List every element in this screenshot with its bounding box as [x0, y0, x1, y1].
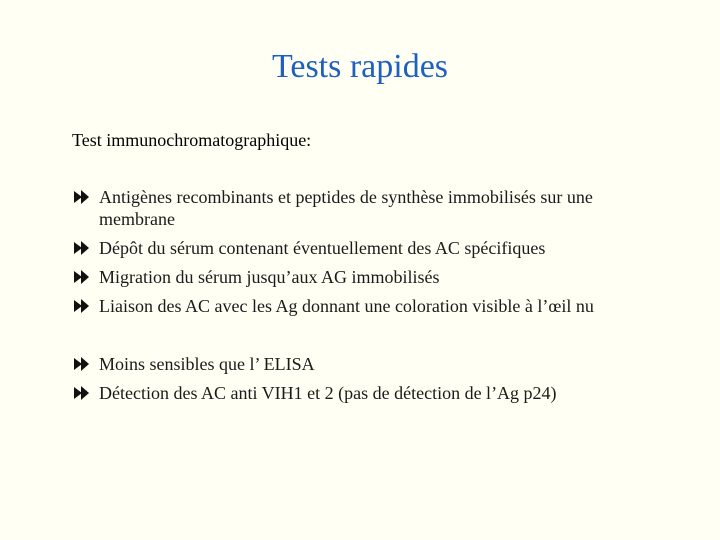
list-item — [72, 353, 672, 375]
bullet-list-2 — [72, 353, 672, 411]
arrow-bullet-icon — [72, 295, 90, 317]
list-item — [72, 237, 672, 259]
bullet-text: Moins sensibles que l’ ELISA — [99, 354, 315, 374]
arrow-bullet-icon — [72, 266, 90, 288]
list-item — [72, 186, 672, 230]
bullet-text: Dépôt du sérum contenant éventuellement des AC spécifiques — [99, 238, 546, 258]
bullet-text: Antigènes recombinants et peptides de synthèse immobilisés sur une membrane — [99, 187, 593, 229]
bullet-text: Liaison des AC avec les Ag donnant une coloration visible à l’œil nu — [99, 296, 594, 316]
list-item — [72, 295, 672, 317]
bullet-text: Migration du sérum jusqu’aux AG immobilisés — [99, 267, 440, 287]
slide-title: Tests rapides — [271, 48, 449, 85]
arrow-bullet-icon — [72, 237, 90, 259]
intro-text: Test immunochromatographique: — [72, 130, 312, 150]
arrow-bullet-icon — [72, 382, 90, 404]
bullet-list-1 — [72, 186, 672, 324]
list-item — [72, 266, 672, 288]
arrow-bullet-icon — [72, 353, 90, 375]
bullet-text: Détection des AC anti VIH1 et 2 (pas de détection de l’Ag p24) — [99, 383, 557, 403]
arrow-bullet-icon — [72, 186, 90, 208]
list-item — [72, 382, 672, 404]
